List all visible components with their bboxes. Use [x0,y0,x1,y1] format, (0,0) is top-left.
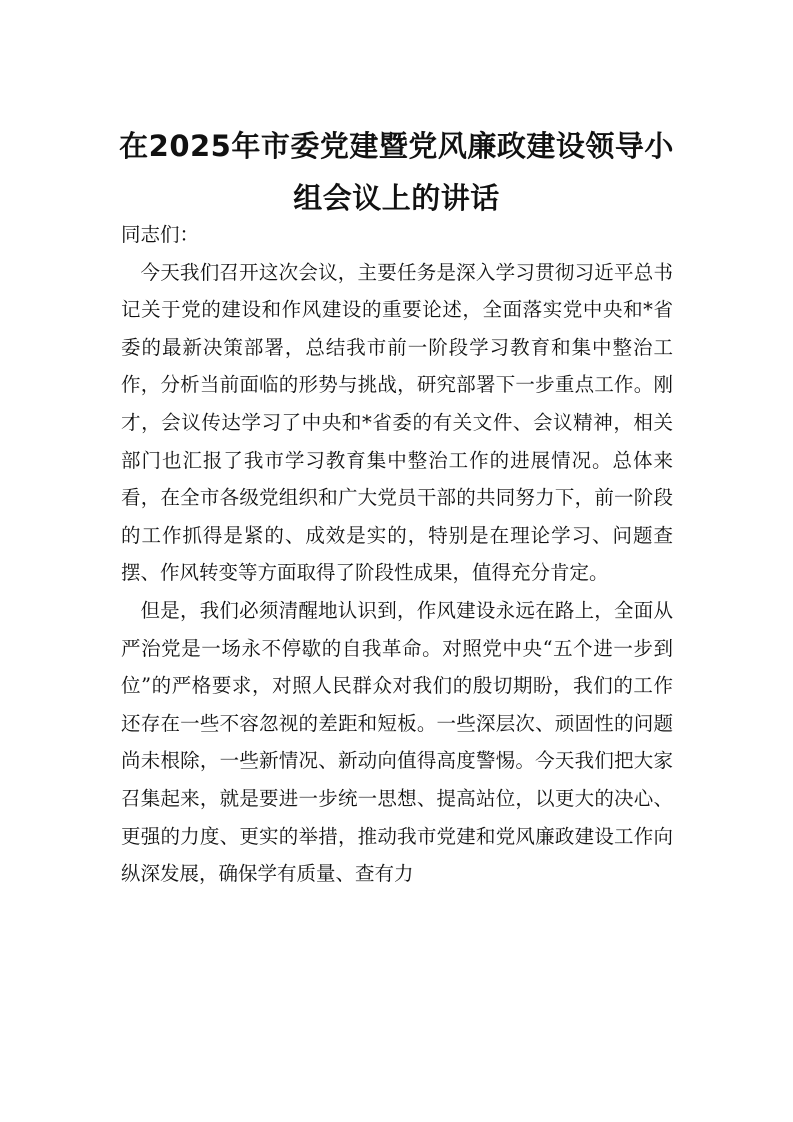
paragraph-2: 但是，我们必须清醒地认识到，作风建设永远在路上，全面从严治党是一场永不停歇的自我革命。对照党中央“五个进一步到位”的严格要求，对照人民群众对我们的殷切期盼，我们的工作还存在一些不容忽视的差距和短板。一些深层次、顽固性的问题尚未根除，一些新情况、新动向值得高度警惕。今天我们把大家召集起来，就是要进一步统一思想、提高站位，以更大的决心、更强的力度、更实的举措，推动我市党建和党风廉政建设工作向纵深发展，确保学有质量、查有力 [121,598,673,886]
salutation: 同志们： [121,223,200,246]
document-body [121,216,673,893]
document-title: 在2025年市委党建暨党风廉政建设领导小组会议上的讲话 [119,129,674,215]
paragraph-1: 今天我们召开这次会议，主要任务是深入学习贯彻习近平总书记关于党的建设和作风建设的重要论述，全面落实党中央和*省委的最新决策部署，总结我市前一阶段学习教育和集中整治工作，分析当前面临的形势与挑战，研究部署下一步重点工作。刚才，会议传达学习了中央和*省委的有关文件、会议精神，相关部门也汇报了我市学习教育集中整治工作的进展情况。总体来看，在全市各级党组织和广大党员干部的共同努力下，前一阶段的工作抓得是紧的、成效是实的，特别是在理论学习、问题查摆、作风转变等方面取得了阶段性成果，值得充分肯定。 [121,260,673,585]
